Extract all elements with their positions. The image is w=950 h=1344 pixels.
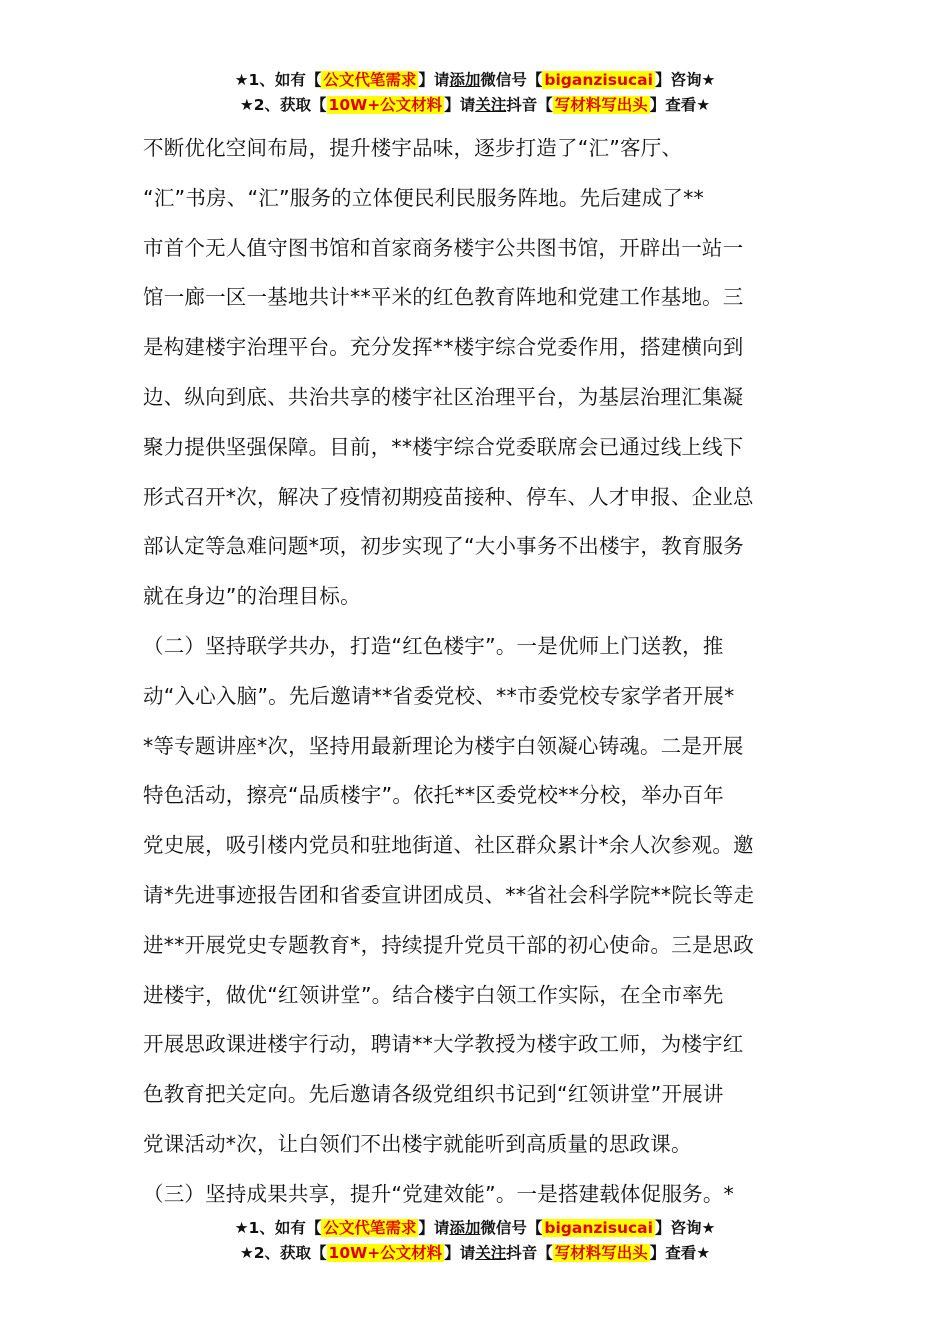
text-line: 部认定等急难问题*项，初步实现了“大小事务不出楼宇，教育服务 <box>143 534 744 559</box>
banner-text: 微信号【 <box>480 1219 543 1237</box>
text-line: （二）坚持联学共办，打造“红色楼宇”。一是优师上门送教，推 <box>143 633 724 658</box>
banner-text: 】请 <box>444 1244 476 1262</box>
highlight-service: 公文代笔需求 <box>323 1219 417 1237</box>
banner-line-2 <box>0 1241 950 1266</box>
banner-text: 抖音【 <box>506 1244 553 1262</box>
highlight-wechat-id: biganzisucai <box>544 1219 653 1237</box>
text-line: 请*先进事迹报告团和省委宣讲团成员、**省社会科学院**院长等走 <box>143 882 755 907</box>
banner-underlined-text: 添加 <box>449 71 481 89</box>
text-line: 党课活动*次，让白领们不出楼宇就能听到高质量的思政课。 <box>143 1131 692 1156</box>
banner-text: ★1、如有【 <box>234 71 322 89</box>
text-line: “汇”书房、“汇”服务的立体便民利民服务阵地。先后建成了** <box>143 185 704 210</box>
highlight-materials: 10W+公文材料 <box>328 96 443 114</box>
text-line: 动“入心入脑”。先后邀请**省委党校、**市委党校专家学者开展* <box>143 683 735 708</box>
highlight-materials: 10W+公文材料 <box>328 1244 443 1262</box>
banner-text: 】咨询★ <box>654 1219 716 1237</box>
banner-text: 微信号【 <box>480 71 543 89</box>
footer-banner <box>0 1216 950 1266</box>
banner-text: 】请 <box>444 96 476 114</box>
banner-underlined-text: 关注 <box>475 1244 507 1262</box>
text-line: 特色活动，擦亮“品质楼宇”。依托**区委党校**分校，举办百年 <box>143 783 724 808</box>
banner-text: 】咨询★ <box>654 71 716 89</box>
highlight-service: 公文代笔需求 <box>323 71 417 89</box>
header-banner <box>0 68 950 118</box>
text-line: 开展思政课进楼宇行动，聘请**大学教授为楼宇政工师，为楼宇红 <box>143 1032 744 1057</box>
banner-text: 】查看★ <box>649 1244 711 1262</box>
text-line: 馆一廊一区一基地共计**平米的红色教育阵地和党建工作基地。三 <box>143 285 744 310</box>
highlight-wechat-id: biganzisucai <box>544 71 653 89</box>
text-line: 是构建楼宇治理平台。充分发挥**楼宇综合党委作用，搭建横向到 <box>143 335 744 360</box>
text-line: （三）坚持成果共享，提升“党建效能”。一是搭建载体促服务。* <box>143 1181 734 1206</box>
text-line: 形式召开*次，解决了疫情初期疫苗接种、停车、人才申报、企业总 <box>143 484 754 509</box>
banner-text: ★1、如有【 <box>234 1219 322 1237</box>
document-body <box>143 124 808 1220</box>
banner-text: ★2、获取【 <box>239 1244 327 1262</box>
text-line: 聚力提供坚强保障。目前，**楼宇综合党委联席会已通过线上线下 <box>143 434 744 459</box>
banner-line-2 <box>0 93 950 118</box>
banner-line-1 <box>0 1216 950 1241</box>
text-line: 市首个无人值守图书馆和首家商务楼宇公共图书馆，开辟出一站一 <box>143 235 744 260</box>
banner-underlined-text: 添加 <box>449 1219 481 1237</box>
text-line: 色教育把关定向。先后邀请各级党组织书记到“红领讲堂”开展讲 <box>143 1082 724 1107</box>
highlight-douyin-account: 写材料写出头 <box>554 1244 648 1262</box>
banner-text: 】请 <box>418 71 450 89</box>
banner-text: ★2、获取【 <box>239 96 327 114</box>
text-line: 党史展，吸引楼内党员和驻地街道、社区群众累计*余人次参观。邀 <box>143 833 754 858</box>
text-line: 进**开展党史专题教育*，持续提升党员干部的初心使命。三是思政 <box>143 932 754 957</box>
banner-underlined-text: 关注 <box>475 96 507 114</box>
text-line: 进楼宇，做优“红领讲堂”。结合楼宇白领工作实际，在全市率先 <box>143 982 724 1007</box>
text-line: 边、纵向到底、共治共享的楼宇社区治理平台，为基层治理汇集凝 <box>143 384 744 409</box>
banner-line-1 <box>0 68 950 93</box>
text-line: 就在身边”的治理目标。 <box>143 584 361 609</box>
text-line: *等专题讲座*次，坚持用最新理论为楼宇白领凝心铸魂。二是开展 <box>143 733 744 758</box>
banner-text: 】查看★ <box>649 96 711 114</box>
banner-text: 抖音【 <box>506 96 553 114</box>
banner-text: 】请 <box>418 1219 450 1237</box>
highlight-douyin-account: 写材料写出头 <box>554 96 648 114</box>
text-line: 不断优化空间布局，提升楼宇品味，逐步打造了“汇”客厅、 <box>143 136 683 160</box>
